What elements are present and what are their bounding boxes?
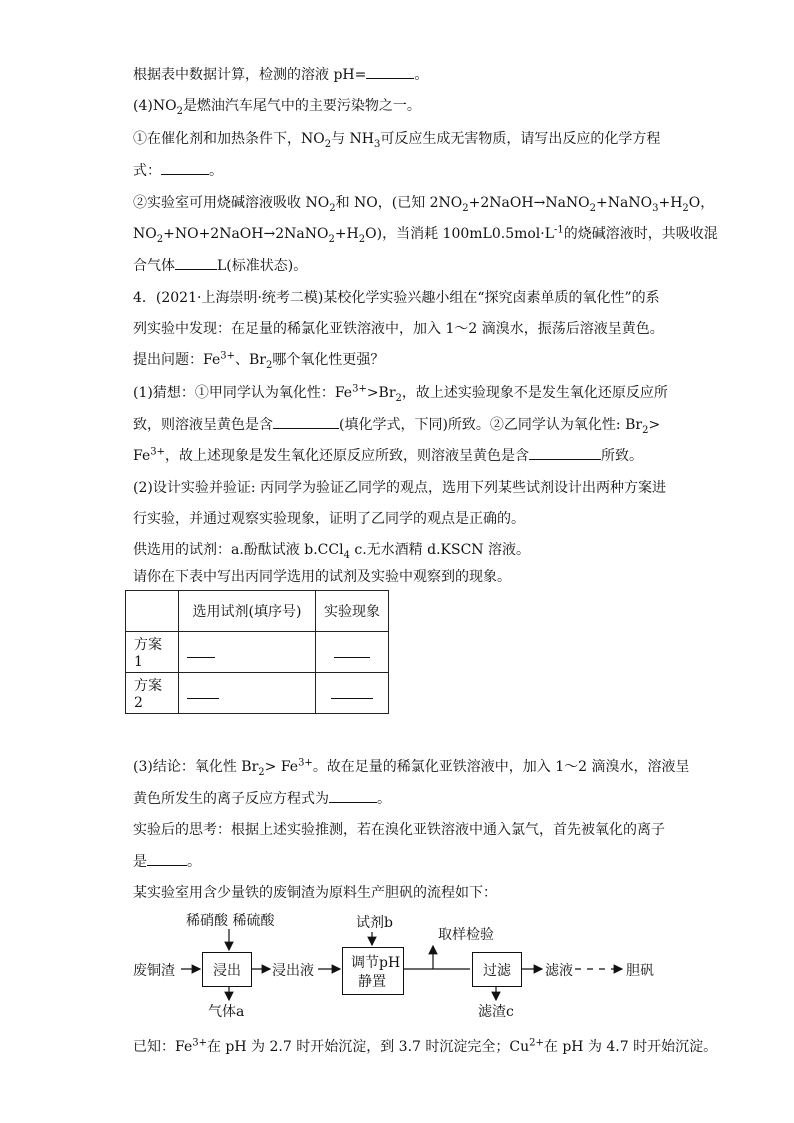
subscript: 2 — [462, 202, 469, 214]
text-line — [133, 540, 530, 560]
flow-reagent-b-label: 试剂b — [356, 915, 393, 931]
text-line — [133, 288, 660, 308]
text-line — [133, 788, 391, 809]
answer-blank — [529, 445, 601, 460]
table-cell-phenomenon — [316, 632, 389, 673]
subscript: 2 — [642, 424, 649, 436]
text-run: +NaNO — [596, 195, 653, 211]
text-run: 式： — [133, 163, 161, 179]
flow-leach-box — [202, 952, 252, 987]
flow-leach-label: 浸出 — [213, 963, 241, 979]
answer-blank — [187, 684, 219, 699]
text-run: 根据表中数据计算，检测的溶液 pH= — [133, 67, 367, 83]
table-cell-reagent — [179, 673, 316, 714]
text-line — [133, 255, 307, 276]
subscript: 2 — [395, 392, 402, 404]
text-run: (4)NO — [133, 98, 177, 114]
text-run: +2NaOH→NaNO — [468, 195, 590, 211]
table-header-empty — [126, 591, 179, 632]
text-run: +H — [334, 226, 359, 242]
text-run: 列实验中发现：在足量的稀氯化亚铁溶液中，加入 1～2 滴溴水，振荡后溶液呈黄色。 — [133, 321, 664, 337]
answer-blank — [331, 684, 373, 699]
flow-feed-label: 废铜渣 — [133, 963, 175, 979]
text-run: 可反应生成无害物质，请写出反应的化学方程 — [380, 131, 661, 147]
table-row — [126, 673, 389, 714]
flow-gas-label: 气体a — [208, 1004, 245, 1020]
text-run: (3)结论：氧化性 Br — [133, 759, 259, 775]
table-header-phenomenon: 实验现象 — [316, 591, 389, 632]
text-run: 和 NO，(已知 2NO — [335, 195, 463, 211]
superscript: 3+ — [192, 1037, 207, 1049]
text-line — [133, 160, 223, 181]
flow-filter-box — [472, 952, 522, 987]
text-run: 实验后的思考：根据上述实验推测，若在溴化亚铁溶液中通入氯气，首先被氧化的离子 — [133, 822, 665, 838]
text-run: 。 — [377, 791, 391, 807]
text-run: 致，则溶液呈黄色是含 — [133, 417, 273, 433]
subscript: 4 — [343, 549, 350, 561]
text-run: 4．(2021·上海崇明·统考二模)某校化学实验兴趣小组在“探究卤素单质的氧化性”的系 — [133, 290, 660, 306]
text-run: (2)设计实验并验证: 丙同学为验证乙同学的观点，选用下列某些试剂设计出两种方案进 — [133, 480, 666, 496]
flow-sampling-label: 取样检验 — [438, 927, 494, 943]
experiment-table — [125, 590, 389, 714]
text-line — [133, 883, 497, 903]
text-line — [133, 193, 714, 213]
text-run: 供选用的试剂：a.酚酞试液 b.CCl — [133, 542, 344, 558]
text-run: +NO+2NaOH→2NaNO — [163, 226, 329, 242]
answer-blank — [273, 414, 339, 429]
text-run: 请你在下表中写出丙同学选用的试剂及实验中观察到的现象。 — [133, 569, 511, 585]
text-run: (填化学式，下同)所致。②乙同学认为氧化性: Br — [339, 417, 643, 433]
text-run: 。 — [187, 854, 201, 870]
text-line — [133, 96, 421, 116]
table-cell-reagent — [179, 632, 316, 673]
text-line — [133, 567, 511, 587]
answer-blank — [161, 160, 209, 175]
subscript: 3 — [652, 202, 659, 214]
text-line — [133, 350, 384, 370]
flow-residue-label: 滤渣c — [478, 1004, 514, 1020]
text-run: 所致。 — [600, 448, 643, 464]
text-run: ②实验室可用烧碱溶液吸收 NO — [133, 195, 330, 211]
text-run: > — [648, 417, 661, 433]
text-run: 提出问题：Fe — [133, 352, 221, 368]
table-cell-phenomenon — [316, 673, 389, 714]
text-run: >Br — [366, 385, 396, 401]
text-run: 是 — [133, 854, 147, 870]
text-run: 黄色所发生的离子反应方程式为 — [133, 791, 329, 807]
flow-adjust-box — [342, 947, 404, 995]
text-line — [133, 1037, 717, 1057]
answer-blank — [175, 255, 217, 270]
text-line — [133, 414, 660, 435]
flow-filter-label: 过滤 — [483, 963, 511, 979]
text-run: 。故在足量的稀氯化亚铁溶液中，加入 1～2 滴溴水，溶液呈 — [312, 759, 690, 775]
superscript: 3+ — [150, 446, 165, 458]
superscript: 3+ — [352, 383, 367, 395]
subscript: 2 — [589, 202, 597, 214]
flow-product-label: 胆矾 — [626, 963, 654, 979]
subscript: 2 — [328, 233, 335, 245]
text-run: NO — [133, 226, 157, 242]
text-run: ，故上述实验现象不是发生氧化还原反应所 — [401, 385, 668, 401]
table-row-label: 方案 2 — [126, 673, 179, 714]
text-line — [133, 445, 643, 466]
answer-blank — [187, 643, 215, 658]
text-run: O)，当消耗 100mL0.5mol·L — [365, 226, 555, 242]
text-run: c.无水酒精 d.KSCN 溶液。 — [349, 542, 531, 558]
subscript: 2 — [258, 766, 265, 778]
text-run: 在 pH 为 4.7 时开始沉淀。 — [543, 1039, 718, 1055]
text-run: 。 — [414, 67, 429, 83]
subscript: 2 — [176, 105, 183, 117]
text-run: > Fe — [264, 759, 299, 775]
text-run: ，故上述现象是发生氧化还原反应所致，则溶液呈黄色是含 — [164, 448, 529, 464]
text-line — [133, 319, 664, 339]
answer-blank — [334, 643, 370, 658]
flow-adjust-label-1: 调节pH — [351, 955, 401, 971]
flow-leachate-label: 浸出液 — [272, 963, 314, 979]
text-run: (1)猜想：①甲同学认为氧化性：Fe — [133, 385, 353, 401]
superscript: -1 — [554, 224, 564, 236]
text-run: ①在催化剂和加热条件下，NO — [133, 131, 325, 147]
text-run: 的烧碱溶液时，共吸收混 — [563, 226, 718, 242]
text-line — [133, 64, 428, 85]
subscript: 2 — [358, 233, 366, 245]
text-line — [133, 757, 690, 777]
flow-filtrate-label: 滤液 — [545, 963, 573, 979]
text-run: 在 pH 为 2.7 时开始沉淀，到 3.7 时沉淀完全；Cu — [206, 1039, 530, 1055]
subscript: 3 — [374, 138, 381, 150]
text-line — [133, 129, 660, 149]
text-run: 某实验室用含少量铁的废铜渣为原料生产胆矾的流程如下： — [133, 885, 497, 901]
text-run: 。 — [209, 163, 223, 179]
text-run: 已知：Fe — [133, 1039, 193, 1055]
text-line — [133, 820, 665, 840]
answer-blank — [366, 64, 414, 79]
table-row — [126, 632, 389, 673]
superscript: 2+ — [529, 1037, 544, 1049]
superscript: 3+ — [220, 350, 235, 362]
text-line — [133, 851, 201, 872]
superscript: 3+ — [298, 757, 313, 769]
table-header-row — [126, 591, 389, 632]
subscript: 2 — [682, 202, 689, 214]
text-run: Fe — [133, 448, 151, 464]
text-line — [133, 509, 525, 529]
text-run: +H — [658, 195, 683, 211]
table-header-reagent: 选用试剂(填序号) — [179, 591, 316, 632]
text-run: O， — [688, 195, 715, 211]
text-run: 哪个氧化性更强？ — [272, 352, 385, 368]
text-run: 、Br — [234, 352, 266, 368]
answer-blank — [147, 851, 187, 866]
subscript: 2 — [329, 202, 336, 214]
subscript: 2 — [324, 138, 332, 150]
text-run: 行实验，并通过观察实验现象，证明了乙同学的观点是正确的。 — [133, 511, 525, 527]
text-run: L(标准状态)。 — [217, 258, 308, 274]
flow-reagents-label: 稀硝酸 稀硫酸 — [186, 913, 275, 929]
subscript: 2 — [156, 233, 164, 245]
flow-adjust-label-2: 静置 — [358, 974, 386, 990]
subscript: 2 — [265, 359, 273, 371]
text-run: 是燃油汽车尾气中的主要污染物之一。 — [182, 98, 421, 114]
text-run: 与 NH — [331, 131, 375, 147]
text-line — [133, 383, 668, 403]
table-row-label: 方案 1 — [126, 632, 179, 673]
answer-blank — [329, 788, 377, 803]
text-line — [133, 478, 666, 498]
text-line — [133, 224, 718, 244]
text-run: 合气体 — [133, 258, 175, 274]
